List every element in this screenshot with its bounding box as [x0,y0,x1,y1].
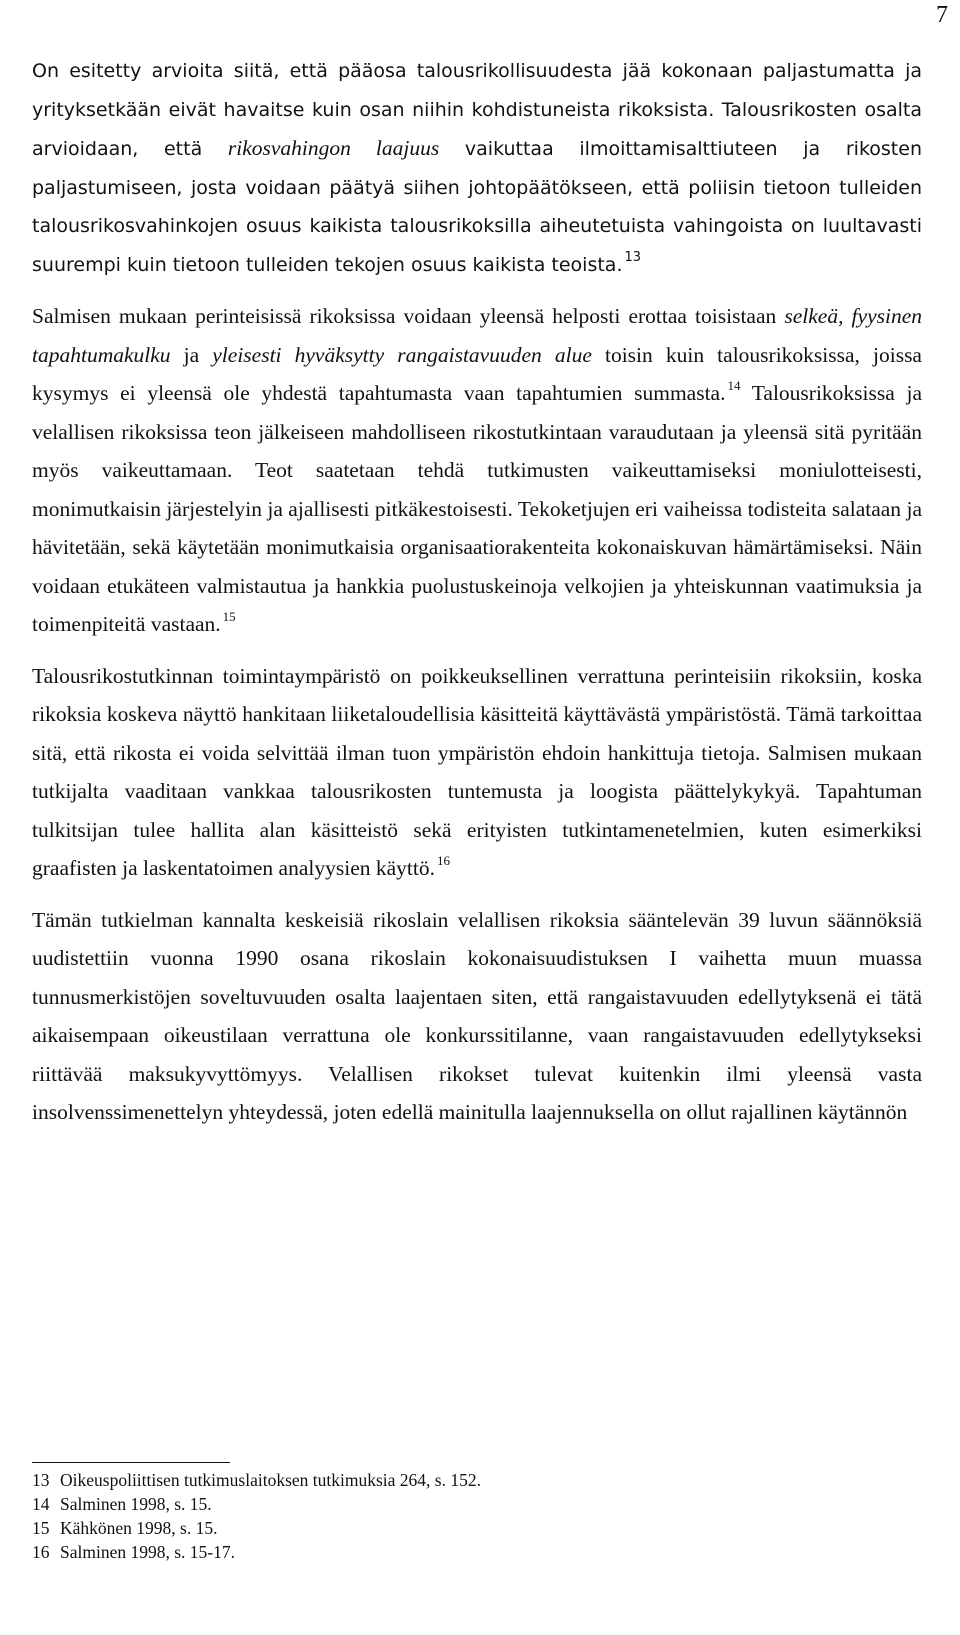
footnote-reference: 15 [222,609,236,624]
page-number: 7 [936,2,948,28]
footnotes [32,1468,922,1564]
text-segment: vaikuttaa ilmoittamisalttiuteen ja rikosten paljastumiseen, josta voidaan päätyä siihen johtopäätökseen, että poliisin tietoon tulleiden talousrikosvahinkojen osuus kaikista talousrikoksilla aiheutetuista vahingoista on luultavasti suurempi kuin tietoon tulleiden tekojen osuus kaikista teoista. [32,138,922,276]
text-segment: Tämän tutkielman kannalta keskeisiä rikoslain velallisen rikoksia sääntelevän 39 luvun säännöksiä uudistettiin vuonna 1990 osana rikoslain kokonaisuudistuksen I vaihetta muun muassa tunnusmerkistöjen soveltuvuuden osalta laajentaen siten, että rangaistavuuden edellytyksenä ei tätä aikaisempaan oikeustilaan verrattuna ole konkurssitilanne, vaan rangaistavuuden edellytykseksi riittävää maksukyvyttömyys. Velallisen rikokset tulevat kuitenkin ilmi yleensä vasta insolvenssimenettelyn yhteydessä, joten edellä mainitulla laajennuksella on ollut rajallinen käytännön [32,907,922,1124]
footnote-reference: 14 [727,378,741,393]
footnote-text: Salminen 1998, s. 15. [60,1494,212,1514]
text-segment: toisin kuin talousrikoksissa, joissa kysymys ei yleensä ole yhdestä tapahtumasta vaan tapahtumien summasta. [32,342,922,405]
footnote-reference: 13 [624,249,642,265]
footnote-number: 14 [32,1494,50,1514]
footnote-item [32,1540,922,1564]
footnote-divider [32,1462,230,1463]
footnote-text: Kähkönen 1998, s. 15. [60,1518,218,1538]
footnote-item [32,1468,922,1492]
footnote-number: 13 [32,1470,50,1490]
paragraph [32,52,922,284]
text-segment: Talousrikoksissa ja velallisen rikoksissa teon jälkeiseen mahdolliseen rikostutkintaan varaudutaan ja yleensä sitä pyritään myös vaikeuttamaan. Teot saatetaan tehdä tutkimusten vaikeuttamiseksi moniulotteisesti, monimutkaisin järjestelyin ja ajallisesti pitkäkestoisesti. Tekoketjujen eri vaiheissa todisteita salataan ja hävitetään, sekä käytetään monimutkaisia organisaatiorakenteita kokonaiskuvan hämärtämiseksi. Näin voidaan etukäteen valmistautua ja hankkia puolustuskeinoja velkojien ja yhteiskunnan vaatimuksia ja toimenpiteitä vastaan. [32,381,922,636]
emphasis-text: selkeä, fyysinen tapahtumakulku [32,304,922,367]
footnote-reference: 16 [437,853,450,868]
text-segment: Salmisen mukaan perinteisissä rikoksissa voidaan yleensä helposti erottaa toisistaan [32,304,785,328]
footnote-text: Salminen 1998, s. 15-17. [60,1542,235,1562]
paragraph [32,297,922,644]
footnote-number: 16 [32,1542,50,1562]
footnote-item [32,1516,922,1540]
text-segment: ja [170,342,213,367]
body-text [32,52,922,1145]
footnote-item [32,1492,922,1516]
footnote-number: 15 [32,1518,50,1538]
footnote-text: Oikeuspoliittisen tutkimuslaitoksen tutkimuksia 264, s. 152. [60,1470,481,1490]
emphasis-text: yleisesti hyväksytty rangaistavuuden alue [212,342,592,367]
paragraph [32,657,922,888]
paragraph [32,901,922,1132]
emphasis-text: rikosvahingon laajuus [227,136,440,160]
text-segment: Talousrikostutkinnan toimintaympäristö on poikkeuksellinen verrattuna perinteisiin rikoksiin, koska rikoksia koskeva näyttö hankitaan liiketaloudellisia käsitteitä käyttävästä ympäristöstä. Tämä tarkoittaa sitä, että rikosta ei voida selvittää ilman tuon ympäristön ehdoin hankittuja tietoja. Salmisen mukaan tutkijalta vaaditaan vankkaa talousrikosten tuntemusta ja loogista päättelykykyä. Tapahtuman tulkitsijan tulee hallita alan käsitteistö sekä erityisten tutkintamenetelmien, kuten esimerkiksi graafisten ja laskentatoimen analyysien käyttö. [32,663,922,880]
text-segment: On esitetty arvioita siitä, että pääosa talousrikollisuudesta jää kokonaan paljastumatta ja yrityksetkään eivät havaitse kuin osan niihin kohdistuneista rikoksista. Talousrikosten osalta arvioidaan, että [32,60,922,160]
